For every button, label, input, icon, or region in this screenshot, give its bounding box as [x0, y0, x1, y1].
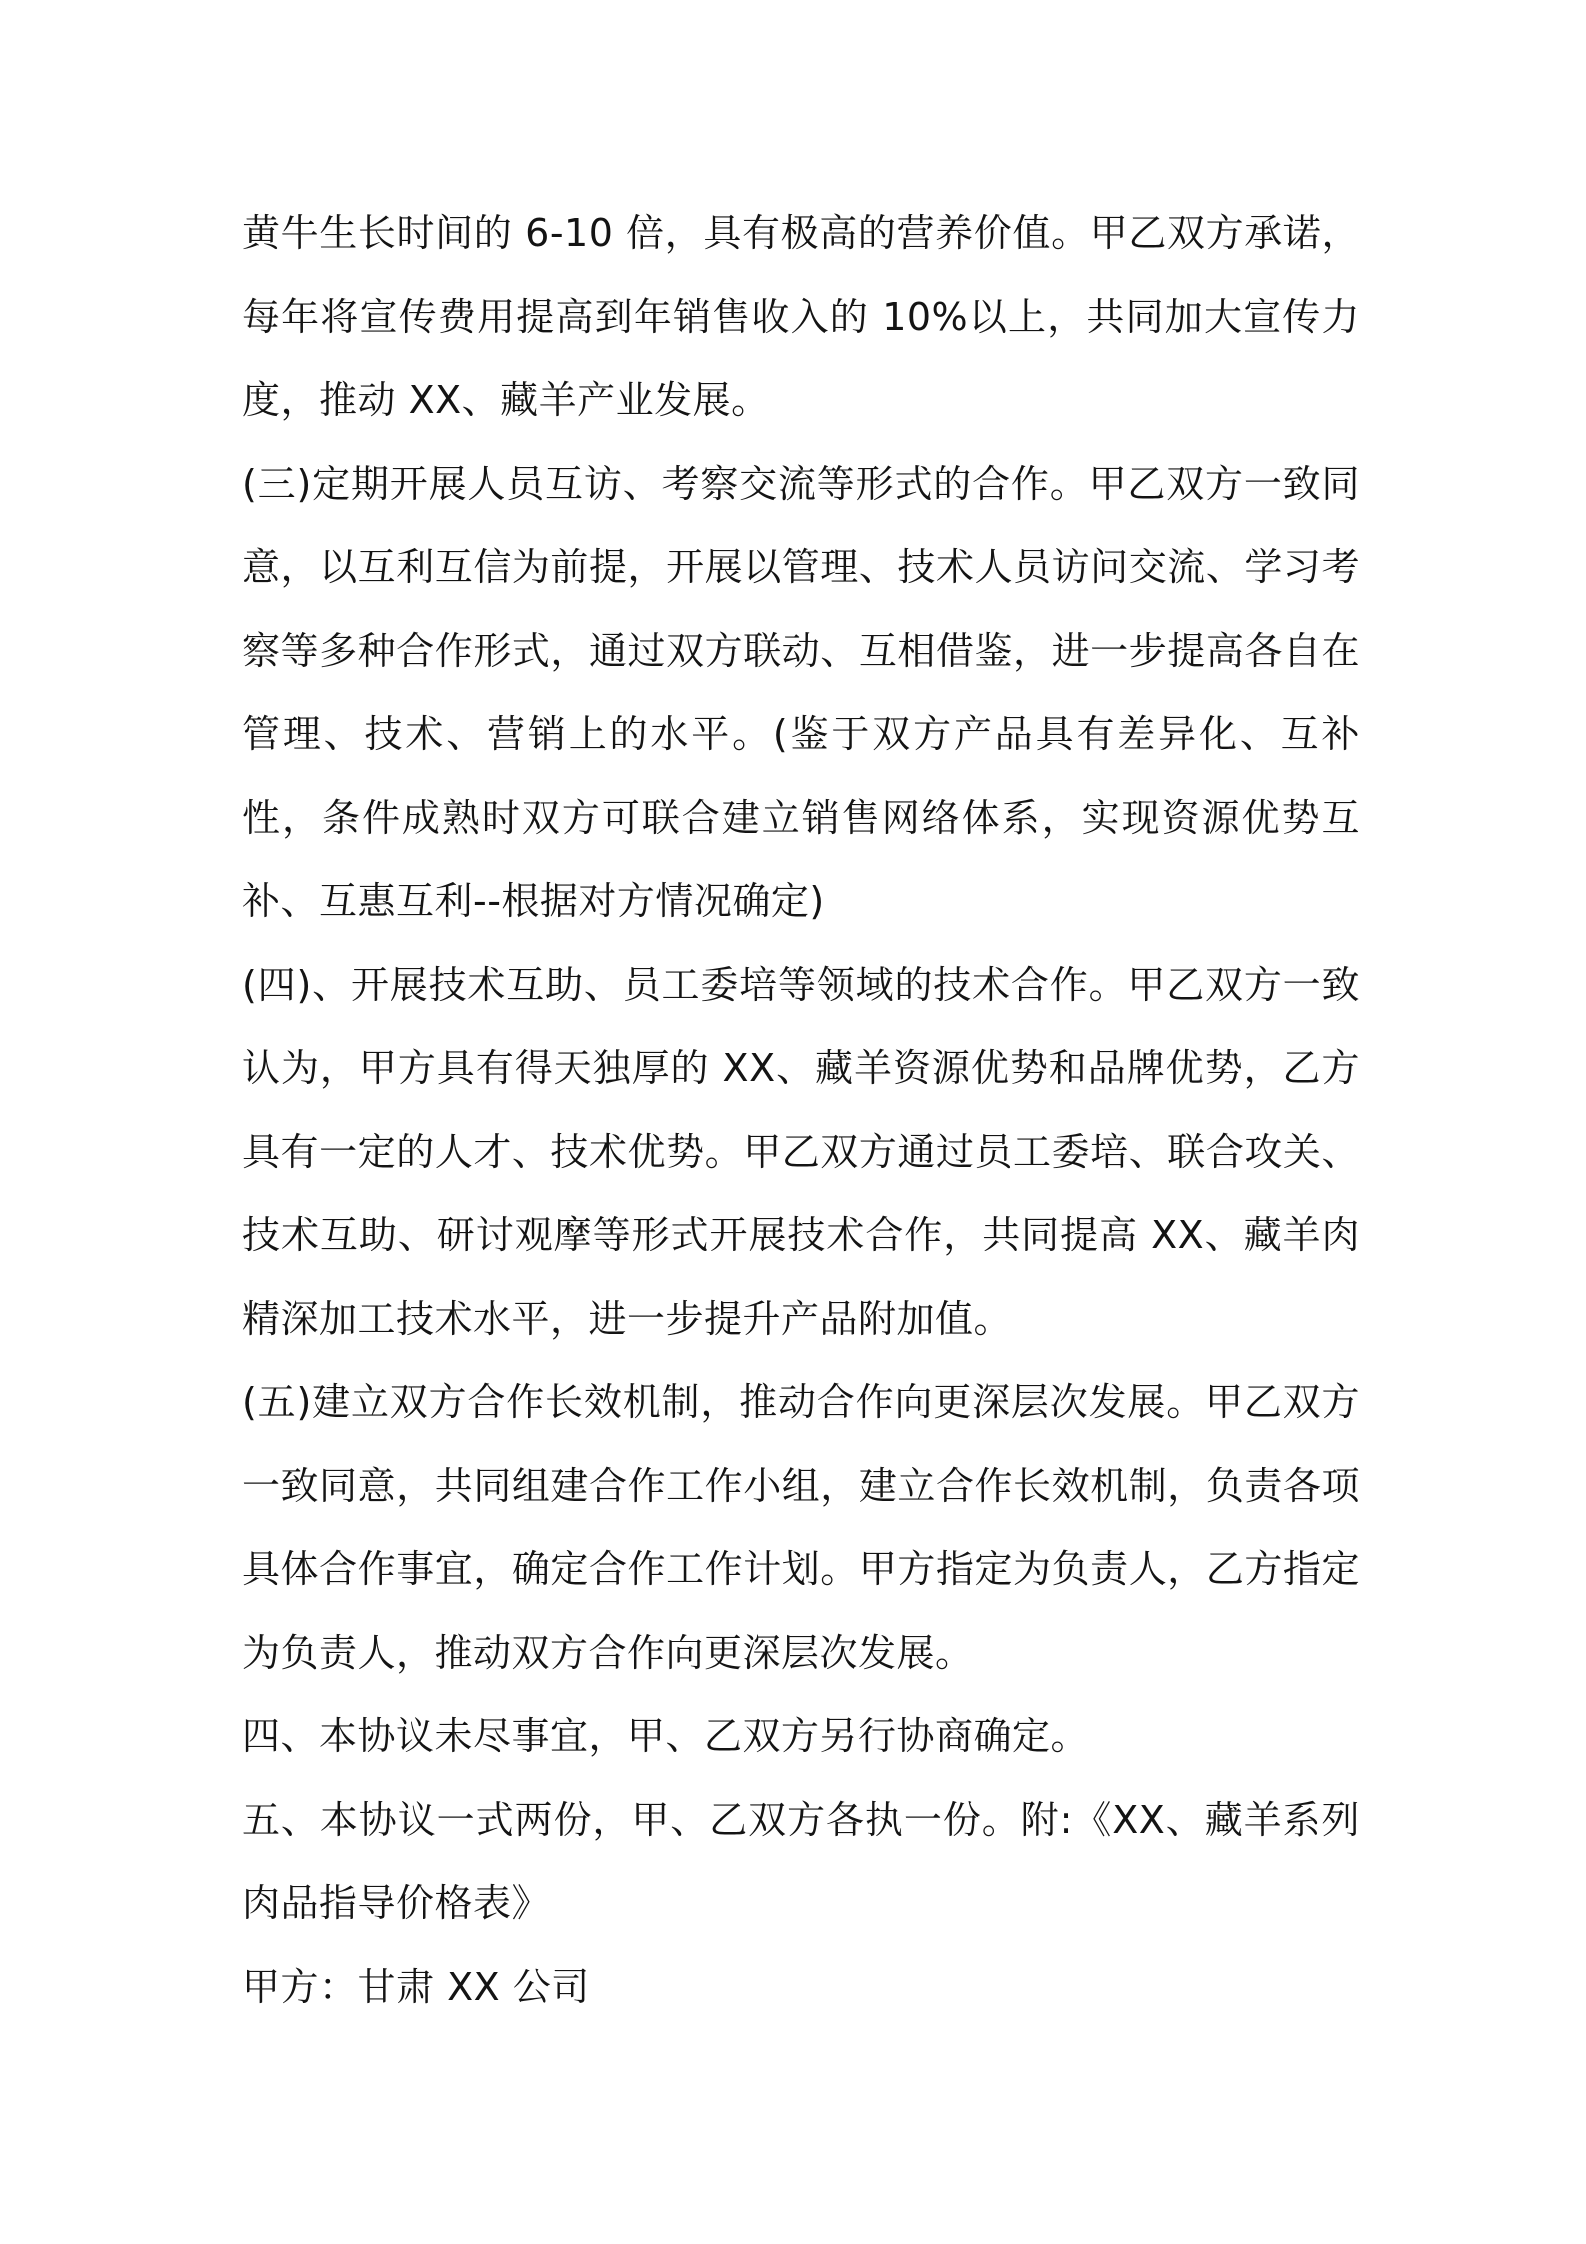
paragraph-section-5-long-term-mechanism: (五)建立双方合作长效机制，推动合作向更深层次发展。甲乙双方一致同意，共同组建合作工作小组，建立合作长效机制，负责各项具体合作事宜，确定合作工作计划。甲方指定为负责人，乙方指定为负责人，推动双方合作向更深层次发展。 — [242, 1380, 1360, 1675]
paragraph-promotion-commitment: 黄牛生长时间的 6-10 倍，具有极高的营养价值。甲乙双方承诺，每年将宣传费用提高到年销售收入的 10%以上，共同加大宣传力度，推动 XX、藏羊产业发展。 — [242, 211, 1360, 422]
paragraph-section-3-personnel-exchange: (三)定期开展人员互访、考察交流等形式的合作。甲乙双方一致同意，以互利互信为前提，开展以管理、技术人员访问交流、学习考察等多种合作形式，通过双方联动、互相借鉴，进一步提高各自在管理、技术、营销上的水平。(鉴于双方产品具有差异化、互补性，条件成熟时双方可联合建立销售网络体系，实现资源优势互补、互惠互利--根据对方情况确定) — [242, 461, 1360, 923]
document-body — [242, 192, 1360, 2029]
paragraph-clause-4-unspecified-matters: 四、本协议未尽事宜，甲、乙双方另行协商确定。 — [242, 1714, 1090, 1758]
paragraph-party-a-signature: 甲方：甘肃 XX 公司 — [242, 1964, 590, 2009]
paragraph-clause-5-copies-attachment: 五、本协议一式两份，甲、乙双方各执一份。附:《XX、藏羊系列肉品指导价格表》 — [242, 1797, 1360, 1925]
paragraph-section-4-technical-cooperation: (四)、开展技术互助、员工委培等领域的技术合作。甲乙双方一致认为，甲方具有得天独厚的 XX、藏羊资源优势和品牌优势，乙方具有一定的人才、技术优势。甲乙双方通过员工委培、联合攻关、技术互助、研讨观摩等形式开展技术合作，共同提高 XX、藏羊肉精深加工技术水平，进一步提升产品附加值。 — [242, 962, 1360, 1341]
